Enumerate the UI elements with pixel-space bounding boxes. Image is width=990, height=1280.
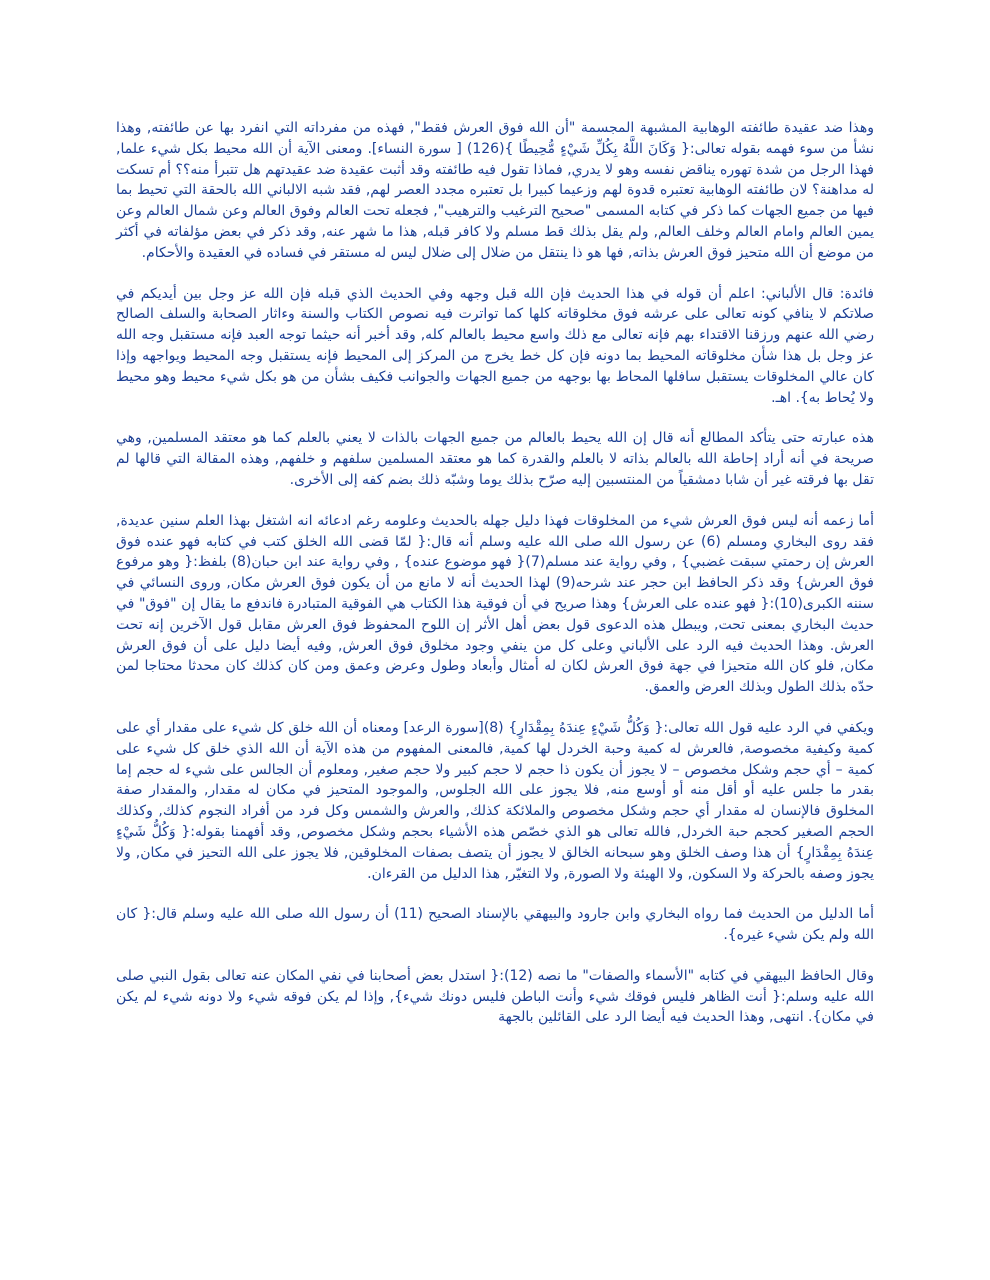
paragraph-1: وهذا ضد عقيدة طائفته الوهابية المشبهة المجسمة "أن الله فوق العرش فقط", فهذه من مفرداته التي انفرد بها عن طائفته, وهذا نشأ من سوء فهمه بقوله تعالى:{ وَكَانَ اللَّهُ بِكُلِّ شَيْءٍ مُّحِيطًا }(126) [ سورة النساء]. ومعنى الآية أن الله محيط بكل شيء علما, فهذا الرجل من شدة تهوره يناقض نفسه وهو لا يدري, فماذا تقول فيه طائفته وقد أثبت عقيدة ضد عقيدتهم هل تتبرأ منه؟؟ أم تسكت له مداهنة؟ لان طائفته الوهابية تعتبره قدوة لهم وزعيما كبيرا بل تعتبره مجدد العصر لهم, فقد شبه الالباني الله بالحقة التي تحيط بما فيها من جميع الجهات كما ذكر في كتابه المسمى "صحيح الترغيب والترهيب", فجعله تحت العالم وفوق العالم وعن شمال العالم وعن يمين العالم وامام العالم وخلف العالم, ولم يقل بذلك قط مسلم ولا كافر قبله, هذا ما شهر عنه, وقد ذكر في بعض مؤلفاته في أكثر من موضع أن الله متحيز فوق العرش بذاته, فها هو ذا ينتقل من ضلال إلى ضلال ليس له مستقر في فساده في العقيدة والأحكام. — [116, 120, 875, 261]
document-page — [116, 118, 874, 1048]
paragraph-7: وقال الحافظ البيهقي في كتابه "الأسماء والصفات" ما نصه (12):{ استدل بعض أصحابنا في نفي المكان عنه تعالى بقول النبي صلى الله عليه وسلم:{ أنت الظاهر فليس فوقك شيء وأنت الباطن فليس دونك شيء}, وإذا لم يكن فوقه شيء ولا دونه شيء لم يكن في مكان}. انتهى, وهذا الحديث فيه أيضا الرد على القائلين بالجهة — [116, 967, 874, 1026]
paragraph-6: أما الدليل من الحديث فما رواه البخاري وابن جارود والبيهقي بالإسناد الصحيح (11) أن رسول الله صلى الله عليه وسلم قال:{ كان الله ولم يكن شيء غيره}. — [116, 906, 874, 944]
paragraph-2: فائدة: قال الألباني: اعلم أن قوله في هذا الحديث فإن الله قبل وجهه وفي الحديث الذي قبله فإن الله عز وجل بين أيديكم في صلاتكم لا ينافي كونه تعالى على عرشه فوق مخلوقاته كلها كما تواترت فيه نصوص الكتاب والسنة وءاثار الصحابة والسلف الصالح رضي الله عنهم ورزقنا الاقتداء بهم فإنه تعالى مع ذلك واسع محيط بالعالم كله, وقد أخبر أنه حيثما توجه العبد فإنه مستقبل وجه الله عز وجل بل هذا شأن مخلوقاته المحيط بما دونه فإن كل خط يخرج من المركز إلى المحيط فإنه يستقبل وجه المحيط ويواجهه وإذا كان عالي المخلوقات يستقبل سافلها المحاط بها بوجهه من جميع الجهات والجوانب فكيف بشأن من هو بكل شيء محيط وهو محيط ولا يُحاط به}. اهـ. — [116, 285, 874, 406]
paragraph-5: ويكفي في الرد عليه قول الله تعالى:{ وَكُلُّ شَيْءٍ عِندَهُ بِمِقْدَارٍ} (8)[سورة الرعد] ومعناه أن الله خلق كل شيء على مقدار أي على كمية وكيفية مخصوصة, فالعرش له كمية وحبة الخردل لها كمية, فالمعنى المفهوم من هذه الآية أن الله الذي خلق كل شيء على كمية – أي حجم وشكل مخصوص – لا يجوز أن يكون ذا حجم لا حجم كبير ولا حجم صغير, ومعلوم أن الجالس على شيء له حجم إما بقدر ما جلس عليه أو أقل منه أو أوسع منه, فلا يجوز على الله الجلوس, والموجود المتحيز في مكان له مقدار, والمقدار صفة المخلوق فالإنسان له مقدار أي حجم وشكل مخصوص والملائكة كذلك, والعرش والشمس وكل فرد من أفراد النجوم كذلك, وكذلك الحجم الصغير كحجم حبة الخردل, فالله تعالى هو الذي خصّص هذه الأشياء بحجم وشكل مخصوص, وقد أفهمنا بقوله:{ وَكُلُّ شَيْءٍ عِندَهُ بِمِقْدَارٍ} أن هذا وصف الخلق وهو سبحانه الخالق لا يجوز أن يتصف بصفات المخلوقين, فلا يجوز على الله التحيز في مكان, ولا يجوز وصفه بالحركة ولا السكون, ولا الهيئة ولا الصورة, ولا التغيّر, هذا الدليل من القرءان. — [116, 719, 874, 882]
paragraph-4: أما زعمه أنه ليس فوق العرش شيء من المخلوقات فهذا دليل جهله بالحديث وعلومه رغم ادعائه انه اشتغل بهذا العلم سنين عديدة, فقد روى البخاري ومسلم (6) عن رسول الله صلى الله عليه وسلم أنه قال:{ لمّا قضى الله الخلق كتب في كتابه فهو عنده فوق العرش إن رحمتي سبقت غضبي} , وفي رواية عند مسلم(7){ فهو موضوع عنده} , وفي رواية عند ابن حبان(8) بلفظ:{ وهو مرفوع فوق العرش} وقد ذكر الحافظ ابن حجر عند شرحه(9) لهذا الحديث أنه لا مانع من أن يكون فوق العرش مكان, وروى النسائي في سننه الكبرى(10):{ فهو عنده على العرش} وهذا صريح في أن فوقية هذا الكتاب هي الفوقية المتبادرة فاندفع ما يقال إن "فوق" في حديث البخاري بمعنى تحت, ويبطل هذه الدعوى قول بعض أهل الأثر إن اللوح المحفوظ فوق العرش مقابل قول الآخرين إنه تحت العرش. وهذا الحديث فيه الرد على الألباني وعلى كل من ينفي وجود مخلوق فوق العرش, وفيه أيضا دليل على أن فوق العرش مكان, فلو كان الله متحيزا في جهة فوق العرش لكان له أمثال وأبعاد وطول وعرض وعمق ومن كان كذلك كان محدثا محتاجا لمن حدّه بذلك الطول وبذلك العرض والعمق. — [116, 512, 875, 696]
paragraph-3: هذه عبارته حتى يتأكد المطالع أنه قال إن الله يحيط بالعالم من جميع الجهات بالذات لا يعني بالعلم كما هو معتقد المسلمين, وهي صريحة في أنه أراد إحاطة الله بالعالم بذاته لا بالعلم والقدرة كما هو معتقد المسلمين سلفهم و خلفهم, وهذه المقالة التي قالها لم تقل بها فرقته غير أن شابا دمشقياً من المنتسبين إليه صرّح بذلك يوما وشبّه ذلك بضم كفه إلى الأخرى. — [116, 430, 874, 488]
